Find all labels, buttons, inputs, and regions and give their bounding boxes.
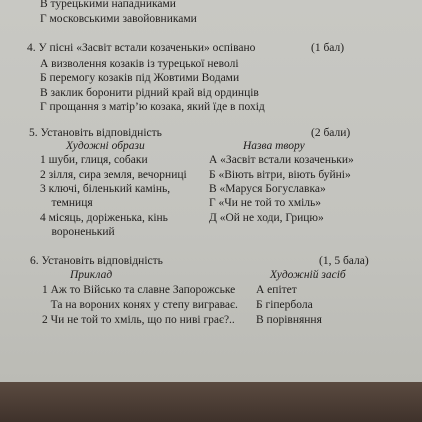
q6-right-item: Б гіпербола [256,299,313,311]
q4-option-g: Г прощання з матір’ю козака, який їде в похід [40,101,265,113]
q5-right-item: Г «Чи не той то хміль» [209,197,322,209]
q5-left-item: 3 ключі, біленький камінь, [40,183,171,195]
q4-option-v: В заклик боронити рідний край від ординців [40,87,259,99]
q6-left-header: Приклад [70,269,113,281]
q5-left-header: Художні образи [66,140,145,152]
desk-background [0,382,422,422]
q6-left-item: 1 Аж то Військо та славне Запорожське [42,284,236,296]
q6-question: 6. Установіть відповідність [30,255,163,267]
option-g-prev: Г московськими завойовниками [40,13,197,25]
q6-points: (1, 5 бала) [319,255,369,267]
q6-right-item: А епітет [256,284,297,296]
q5-left-item: 4 місяць, доріженька, кінь [40,212,168,224]
q6-left-item: 2 Чи не той то хміль, що по ниві грає?.. [42,314,235,326]
q4-option-a: А визволення козаків із турецької неволі [40,58,239,70]
q5-right-header: Назва твору [243,140,305,152]
q4-points: (1 бал) [311,42,345,54]
q4-option-b: Б перемогу козаків під Жовтими Водами [40,72,240,84]
q5-right-item: Д «Ой не ходи, Грицю» [209,212,324,224]
option-v-prev: В турецькими нападниками [40,0,176,10]
q5-left-item: темниця [40,197,93,209]
q6-right-item: В порівняння [256,314,322,326]
q5-right-item: Б «Віють вітри, віють буйні» [209,169,351,181]
q5-left-item: 1 шуби, глиця, собаки [40,154,148,166]
q5-question: 5. Установіть відповідність [29,127,162,139]
q5-left-item: 2 зілля, сира земля, вечорниці [40,169,187,181]
q6-right-header: Художній засіб [270,269,346,281]
q5-left-item: вороненький [40,226,115,238]
q5-right-item: В «Маруся Богуславка» [209,183,326,195]
q6-left-item: Та на вороних конях у степу виграває. [42,299,238,311]
q4-question: 4. У пісні «Засвіт встали козаченьки» оспівано [27,42,256,54]
q5-right-item: А «Засвіт встали козаченьки» [209,154,354,166]
q5-points: (2 бали) [311,127,351,139]
